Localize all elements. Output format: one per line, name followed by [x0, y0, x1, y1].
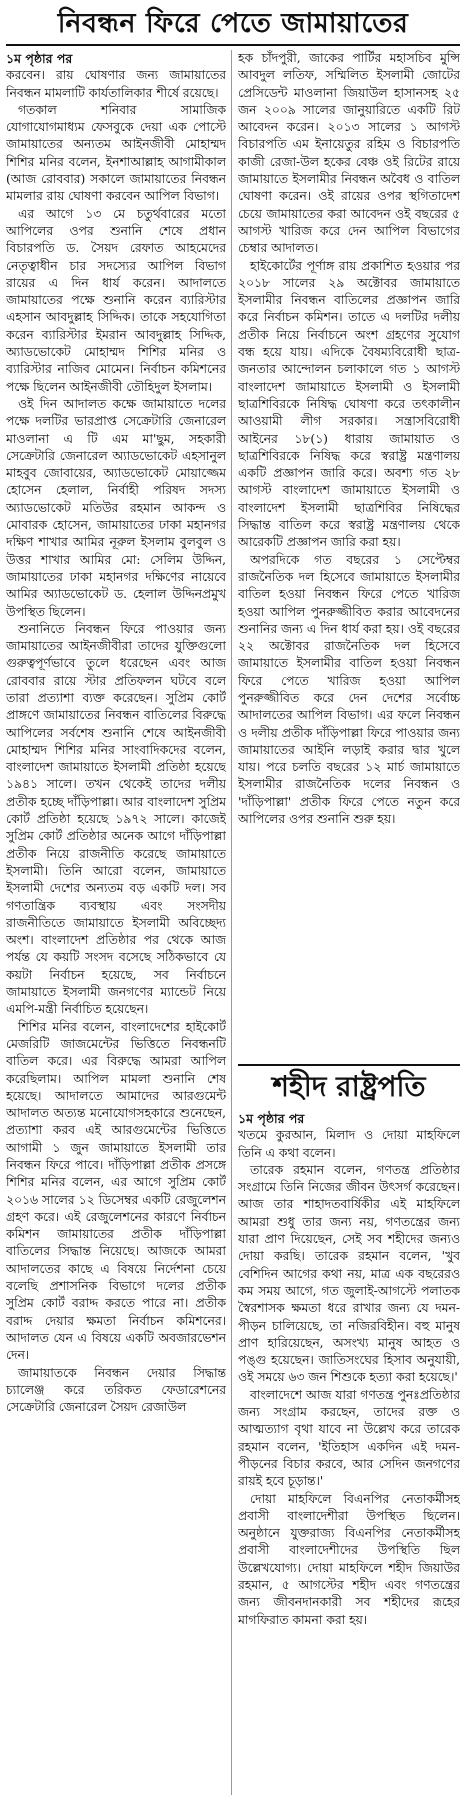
paragraph: করবেন। রায় ঘোষণার জন্য জামায়াতের নিবন্ধন মামলাটি কার্যতালিকার শীর্ষে রয়েছে। — [6, 68, 226, 100]
paragraph: অপরদিকে গত বছরের ১ সেপ্টেম্বর রাজনৈতিক দল হিসেবে জামায়াতে ইসলামীর বাতিল হওয়া নিবন্ধন ফিরে পেতে খারিজ হওয়া আপিল পুনরুজ্জীবিত করার আবেদনের শুনানির জন্য এ দিন ধার্য করা হয়। ওই বছরের ২২ অক্টোবর রাজনৈতিক দল হিসেবে জামায়াতে ইসলামীর বাতিল হওয়া নিবন্ধন ফিরে পেতে খারিজ হওয়া আপিল পুনরুজ্জীবিত করে দেন দেশের সর্বোচ্চ আদালতের আপিল বিভাগ। এর ফলে নিবন্ধন ও দলীয় প্রতীক দাঁড়িপাল্লা ফিরে পাওয়ার জন্য জামায়াতের আইনি লড়াই করার দ্বার খুলে যায়। পরে চলতি বছরের ১২ মার্চ জামায়াতে ইসলামীর রাজনৈতিক দলের নিবন্ধন ও 'দাঁড়িপাল্লা' প্রতীক ফিরে পেতে নতুন করে আপিলের ওপর শুনানি শুরু হয়। — [238, 552, 460, 827]
paragraph: হাইকোর্টের পূর্ণাঙ্গ রায় প্রকাশিত হওয়ার পর ২০১৮ সালের ২৯ অক্টোবর জামায়াতে ইসলামীর নিবন্ধন বাতিলের প্রজ্ঞাপন জারি করে নির্বাচন কমিশন। তাতে এ দলটির দলীয় প্রতীক নিয়ে নির্বাচনে অংশ গ্রহণের সুযোগ বন্ধ হয়ে যায়। এদিকে বৈষম্যবিরোধী ছাত্র-জনতার আন্দোলন চলাকালে গত ১ আগস্ট বাংলাদেশ জামায়াতে ইসলামী ও ইসলামী ছাত্রশিবিরকে নিষিদ্ধ ঘোষণা করে তৎকালীন আওয়ামী লীগ সরকার। সন্ত্রাসবিরোধী আইনের ১৮(১) ধারায় জামায়াত ও ছাত্রশিবিরকে নিষিদ্ধ করে স্বরাষ্ট্র মন্ত্রণালয় একটি প্রজ্ঞাপন জারি করে। অবশ্য গত ২৮ আগস্ট বাংলাদেশ জামায়াতে ইসলামী ও বাংলাদেশ ইসলামী ছাত্রশিবির নিষিদ্ধের সিদ্ধান্ত বাতিল করে স্বরাষ্ট্র মন্ত্রণালয় থেকে আরেকটি প্রজ্ঞাপন জারি করা হয়। — [238, 258, 460, 550]
paragraph: শিশির মনির বলেন, বাংলাদেশের হাইকোর্ট মেজরিটি জাজমেন্টের ভিত্তিতে নিবন্ধনটি বাতিল করে। এর বিরুদ্ধে আমরা আপিল করেছিলাম। আপিল মামলা শুনানি শেষ হয়েছে। আদালতে আমাদের আরগুমেন্ট আদালত অত্যন্ত মনোযোগসহকারে শুনেছেন, প্রত্যাশা করব এই আরগুমেন্টের ভিত্তিতে আগামী ১ জুন জামায়াতে ইসলামী তার নিবন্ধন ফিরে পাবে। দাঁড়িপাল্লা প্রতীক প্রসঙ্গে শিশির মনির বলেন, এর আগে সুপ্রিম কোর্ট ২০১৬ সালের ১২ ডিসেম্বর একটি রেজুলেশন গ্রহণ করে। এই রেজুলেশনের কারণে নির্বাচন কমিশন জামায়াতের প্রতীক দাঁড়িপাল্লা বাতিলের সিদ্ধান্ত নিয়েছে। আজকে আমরা আদালতের কাছে এ বিষয়ে নির্দেশনা চেয়ে বলেছি প্রশাসনিক বিভাগে দলের প্রতীক সুপ্রিম কোর্ট বরাদ্দ করতে পারে না। প্রতীক বরাদ্দ দেয়ার ক্ষমতা নির্বাচন কমিশনের। আদালত যেন এ বিষয়ে একটি অবজারভেশন দেন। — [6, 1019, 226, 1363]
right-column-bottom — [238, 1110, 460, 1795]
right-column-top — [238, 50, 460, 1060]
column-divider — [231, 50, 232, 1795]
headline: নিবন্ধন ফিরে পেতে জামায়াতের — [6, 4, 460, 46]
paragraph: শুনানিতে নিবন্ধন ফিরে পাওয়ার জন্য জামায়াতের আইনজীবীরা তাদের যুক্তিগুলো গুরুত্বপূর্ণভাবে তুলে ধরেছেন এবং আজ রোববার রায়ে স্টার প্রতিফলন ঘটবে বলে তারা প্রত্যাশা ব্যক্ত করেছেন। সুপ্রিম কোর্ট প্রাঙ্গণে জামায়াতের নিবন্ধন বাতিলের বিরুদ্ধে আপিলের সর্বশেষ শুনানি শেষে আইনজীবী মোহাম্মদ শিশির মনির সাংবাদিকদের বলেন, বাংলাদেশ জামায়াতে ইসলামী প্রতিষ্ঠা হয়েছে ১৯৪১ সালে। তখন থেকেই তাদের দলীয় প্রতীক হচ্ছে দাঁড়িপাল্লা। আর বাংলাদেশ সুপ্রিম কোর্ট প্রতিষ্ঠা হয়েছে ১৯৭২ সালে। কাজেই সুপ্রিম কোর্ট প্রতিষ্ঠার অনেক আগে দাঁড়িপাল্লা প্রতীক নিয়ে রাজনীতি করেছে জামায়াতে ইসলামী। তিনি আরো বলেন, জামায়াতে ইসলামী দেশের অন্যতম বড় একটি দল। সব গণতান্ত্রিক ব্যবস্থায় এবং সংসদীয় রাজনীতিতে জামায়াতে ইসলামী অবিচ্ছেদ্য অংশ। বাংলাদেশ প্রতিষ্ঠার পর থেকে আজ পর্যন্ত যে কয়টি সংসদ বসেছে সঠিকভাবে যে কয়টা নির্বাচন হয়েছে, সব নির্বাচনে জামায়াতে ইসলামী জনগণের ম্যান্ডেট নিয়ে এমপি-মন্ত্রী নির্বাচিত হয়েছেন। — [6, 621, 226, 1017]
paragraph: দোয়া মাহফিলে বিএনপির নেতাকর্মীসহ প্রবাসী বাংলাদেশীরা উপস্থিত ছিলেন। অনুষ্ঠানে যুক্তরাজ্য বিএনপির নেতাকর্মীসহ প্রবাসী বাংলাদেশীদের উপস্থিতি ছিল উল্লেখযোগ্য। দোয়া মাহফিলে শহীদ জিয়াউর রহমান, ৫ আগস্টের শহীদ এবং গণতন্ত্রের জন্য জীবনদানকারী সব শহীদের রূহের মাগফিরাত কামনা করা হয়। — [238, 1491, 460, 1627]
sub-headline: শহীদ রাষ্ট্রপতি — [238, 1064, 460, 1108]
paragraph: তারেক রহমান বলেন, গণতন্ত্র প্রতিষ্ঠার সংগ্রামে তিনি নিজের জীবন উৎসর্গ করেছেন। আজ তার শাহাদতবার্ষিকীর এই মাহফিলে আমরা শুধু তার জন্য নয়, গণতন্ত্রের জন্য যারা প্রাণ দিয়েছেন, সেই সব শহীদের জন্যও দোয়া করছি। তারেক রহমান বলেন, 'খুব বেশিদিন আগের কথা নয়, মাত্র এক বছরেরও কম সময় আগে, গত জুলাই-আগস্টে পলাতক স্বৈরশাসক ক্ষমতা ধরে রাখার জন্য যে দমন-পীড়ন চালিয়েছে, তা নজিরবিহীন। বহু মানুষ প্রাণ হারিয়েছেন, অসংখ্য মানুষ আহত ও পঙ্গু হয়েছেন। জাতিসংঘের হিসাব অনুযায়ী, ওই সময়ে ৬৩ জন শিশুকে হত্যা করা হয়েছে।' — [238, 1162, 460, 1385]
paragraph: জামায়াতকে নিবন্ধন দেয়ার সিদ্ধান্ত চ্যালেঞ্জ করে তরিকত ফেডারেশনের সেক্রেটারি জেনারেল সৈয়দ রেজাউল — [6, 1365, 226, 1415]
paragraph: খতমে কুরআন, মিলাদ ও দোয়া মাহফিলে তিনি এ কথা বলেন। — [238, 1128, 460, 1160]
paragraph: এর আগে ১৩ মে চতুর্থবারের মতো আপিলের ওপর শুনানি শেষে প্রধান বিচারপতি ড. সৈয়দ রেফাত আহমেদের নেতৃত্বাধীন চার সদস্যের আপিল বিভাগ রায়ের এ দিন ধার্য করেন। আদালতে জামায়াতের পক্ষে শুনানি করেন ব্যারিস্টার এহসান আবদুল্লাহ সিদ্দিক। তাকে সহযোগিতা করেন ব্যারিস্টার ইমরান আবদুল্লাহ সিদ্দিক, অ্যাডভোকেট মোহাম্মদ শিশির মনির ও ব্যারিস্টার নাজিব মোমেন। নির্বাচন কমিশনের পক্ষে ছিলেন আইনজীবী তৌহিদুল ইসলাম। — [6, 206, 226, 394]
paragraph: হক চাঁদপুরী, জাকের পার্টির মহাসচিব মুন্সি আবদুল লতিফ, সম্মিলিত ইসলামী জোটের প্রেসিডেন্ট মাওলানা জিয়াউল হাসানসহ ২৫ জন ২০০৯ সালের জানুয়ারিতে একটি রিট আবেদন করেন। ২০১৩ সালের ১ আগস্ট বিচারপতি এম ইনায়েতুর রহিম ও বিচারপতি কাজী রেজা-উল হকের বেঞ্চ ওই রিটের রায়ে জামায়াতে ইসলামীর নিবন্ধন অবৈধ ও বাতিল ঘোষণা করেন। ওই রায়ের ওপর স্থগিতাদেশ চেয়ে জামায়াতের করা আবেদন ওই বছরের ৫ আগস্ট খারিজ করে দেন আপিল বিভাগের চেম্বার আদালত। — [238, 51, 460, 256]
paragraph: গতকাল শনিবার সামাজিক যোগাযোগমাধ্যম ফেসবুকে দেয়া এক পোস্টে জামায়াতের অন্যতম আইনজীবী মোহাম্মদ শিশির মনির বলেন, ইনশাআল্লাহ আগামীকাল (আজ রোববার) সকালে জামায়াতের নিবন্ধন মামলার রায় ঘোষণা করবেন আপিল বিভাগ। — [6, 102, 226, 204]
continued-from-label: ১ম পৃষ্ঠার পর — [6, 51, 73, 66]
paragraph: ওই দিন আদালত কক্ষে জামায়াতে দলের পক্ষে দলটির ভারপ্রাপ্ত সেক্রেটারি জেনারেল মাওলানা এ টি এম মা'ছুম, সহকারী সেক্রেটারি জেনারেল অ্যাডভোকেট এহসানুল মাহবুব জোবায়ের, অ্যাডভোকেট মোয়াজ্জেম হোসেন হেলাল, নির্বাহী পরিষদ সদস্য অ্যাডভোকেট মতিউর রহমান আকন্দ ও মোবারক হোসেন, জামায়াতের ঢাকা মহানগর দক্ষিণ শাখার আমির নূরুল ইসলাম বুলবুল ও উত্তর শাখার আমির মো: সেলিম উদ্দিন, জামায়াতের ঢাকা মহানগর দক্ষিণের নায়েবে আমির অ্যাডভোকেট ড. হেলাল উদ্দিনপ্রমুখ উপস্থিত ছিলেন। — [6, 396, 226, 619]
paragraph: বাংলাদেশে আজ যারা গণতন্ত্র পুনঃপ্রতিষ্ঠার জন্য সংগ্রাম করছেন, তাদের রক্ত ও আত্মত্যাগ বৃথা যাবে না উল্লেখ করে তারেক রহমান বলেন, 'ইতিহাস একদিন এই দমন-পীড়নের বিচার করবে, আর সেদিন জনগণের রায়ই হবে চূড়ান্ত।' — [238, 1387, 460, 1489]
left-column — [6, 50, 226, 1795]
continued-from-label: ১ম পৃষ্ঠার পর — [238, 1111, 305, 1126]
